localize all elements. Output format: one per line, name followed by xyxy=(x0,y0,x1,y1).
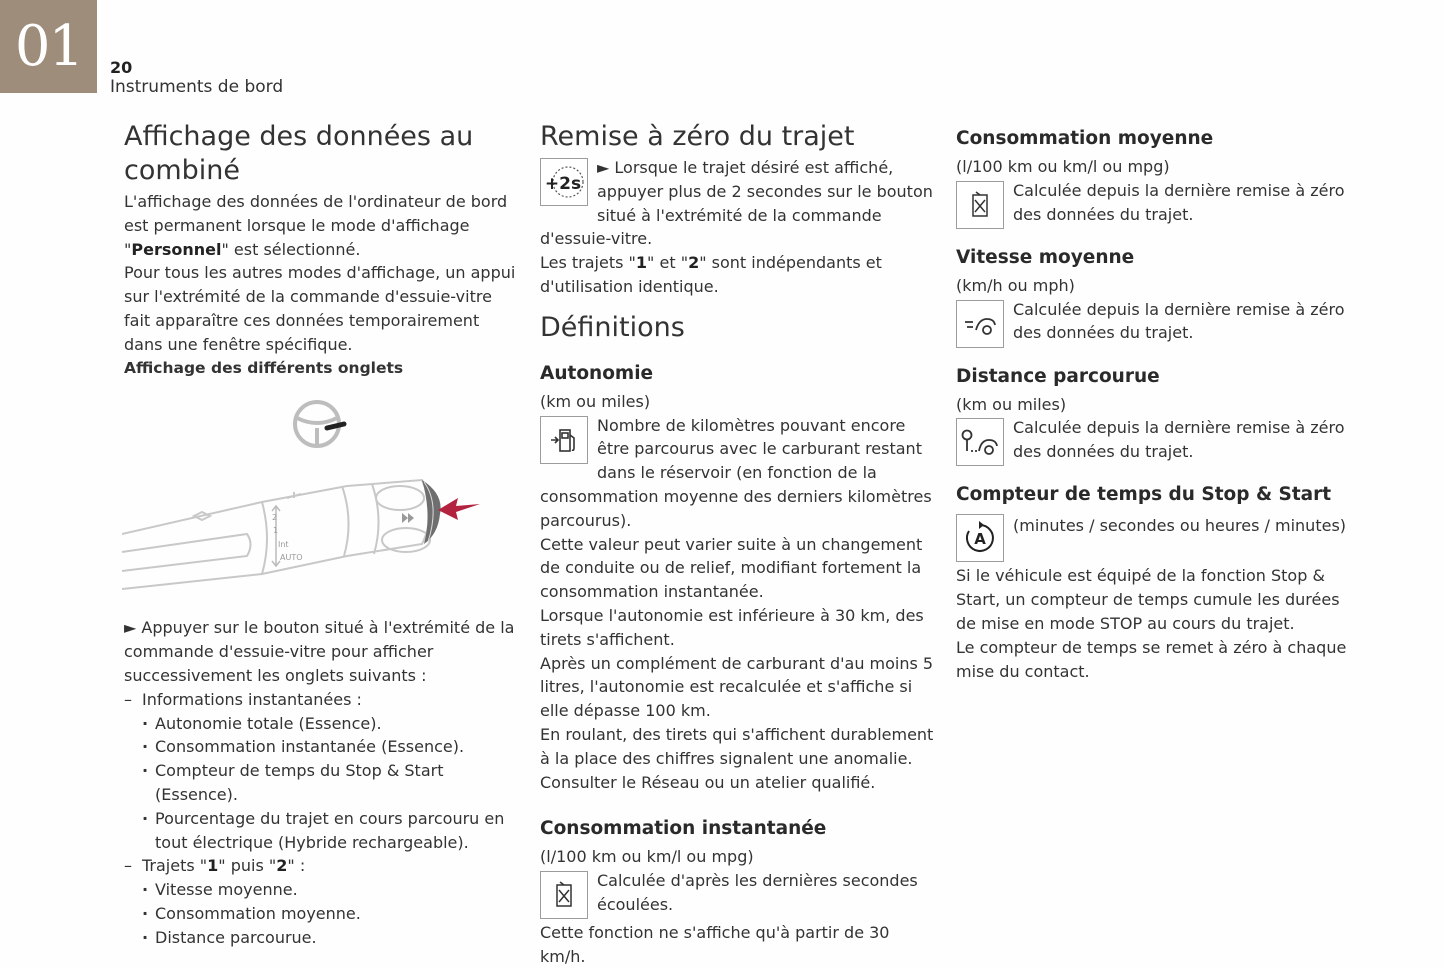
intro-paragraph: L'affichage des données de l'ordinateur de bord est permanent lorsque le mode d'affichage "Personnel" est sélectionné. xyxy=(124,192,508,259)
autonomy-paragraph: En roulant, des tirets qui s'affichent durablement à la place des chiffres signalent une anomalie. xyxy=(540,724,934,768)
distance-unit: (km ou miles) xyxy=(956,394,1067,414)
press-arrow-icon xyxy=(438,498,480,520)
stalk-indicator xyxy=(327,424,344,428)
wiper-stalk-illustration xyxy=(122,394,519,598)
tabs-list xyxy=(124,688,519,712)
autonomy-paragraph: Consulter le Réseau ou un atelier qualifié. xyxy=(540,772,876,792)
stop-start-unit: (minutes / secondes ou heures / minutes) xyxy=(1013,516,1347,536)
page-number: 20 xyxy=(110,58,133,77)
autonomy-paragraph: Lorsque l'autonomie est inférieure à 30 km, des tirets s'affichent. xyxy=(540,605,924,649)
distance-heading: Distance parcourue xyxy=(956,365,1160,387)
list-item: · Compteur de temps du Stop & Start (Essence). xyxy=(142,759,519,807)
list-item: · Autonomie totale (Essence). xyxy=(142,712,519,736)
list-item: · Distance parcourue. xyxy=(142,926,519,950)
list-item: · Vitesse moyenne. xyxy=(142,878,519,902)
fuel-can-icon xyxy=(956,181,1004,229)
stalk-position-1: 1 xyxy=(273,526,279,536)
stop-start-icon xyxy=(956,514,1004,562)
avg-consumption-paragraph: Calculée depuis la dernière remise à zéro des données du trajet. xyxy=(1013,180,1345,224)
instant-consumption-paragraph: Calculée d'après les dernières secondes écoulées. xyxy=(597,871,918,914)
reset-paragraph: ► Lorsque le trajet désiré est affiché, appuyer plus de 2 secondes sur le bouton situé à l'extrémité de la commande d'essuie-vitre. xyxy=(540,158,933,249)
section-title: Instruments de bord xyxy=(110,77,284,97)
instant-consumption-heading: Consommation instantanée xyxy=(540,818,827,840)
fuel-can-icon xyxy=(540,871,588,919)
reset-2s-icon xyxy=(540,158,588,206)
list-item: · Consommation moyenne. xyxy=(142,902,519,926)
fuel-pump-icon xyxy=(540,416,588,464)
list-item: · Pourcentage du trajet en cours parcouru en tout électrique (Hybride rechargeable). xyxy=(142,807,519,855)
instant-consumption-unit: (l/100 km ou km/l ou mpg) xyxy=(540,847,754,867)
trip-info-list xyxy=(142,878,519,949)
tabs-subheading: Affichage des différents onglets xyxy=(124,358,404,377)
trips-independent-paragraph: Les trajets "1" et "2" sont indépendants et d'utilisation identique. xyxy=(540,253,882,296)
stop-start-paragraph: Si le véhicule est équipé de la fonction Stop & Start, un compteur de temps cumule les durées de mise en mode STOP au cours du trajet. xyxy=(956,566,1340,633)
column-trip-data xyxy=(956,126,1351,683)
instant-info-list xyxy=(142,712,519,855)
avg-consumption-unit: (l/100 km ou km/l ou mpg) xyxy=(956,157,1170,176)
distance-pin-icon xyxy=(956,418,1004,466)
instant-consumption-note: Cette fonction ne s'affiche qu'à partir de 30 km/h. xyxy=(540,923,890,966)
display-data-heading: Affichage des données au combiné xyxy=(124,121,474,186)
speed-car-icon xyxy=(956,300,1004,348)
steering-wheel-icon xyxy=(295,402,339,446)
column-display-data xyxy=(124,120,519,950)
column-reset-definitions xyxy=(540,120,935,969)
autonomy-paragraph: Nombre de kilomètres pouvant encore être parcourus avec le carburant restant dans le réservoir (en fonction de la consommation moyenne des derniers kilomètres parcourus). xyxy=(540,415,932,530)
svg-text:+2s: +2s xyxy=(544,174,582,194)
distance-paragraph: Calculée depuis la dernière remise à zéro des données du trajet. xyxy=(1013,418,1345,462)
autonomy-unit: (km ou miles) xyxy=(540,391,651,411)
action-paragraph: ► Appuyer sur le bouton situé à l'extrémité de la commande d'essuie-vitre pour afficher successivement les onglets suivants : xyxy=(124,618,515,685)
definitions-heading: Définitions xyxy=(540,311,685,343)
avg-speed-paragraph: Calculée depuis la dernière remise à zéro des données du trajet. xyxy=(1013,299,1345,343)
trips-list xyxy=(124,854,519,878)
stalk-end-button xyxy=(422,480,441,544)
other-modes-paragraph: Pour tous les autres modes d'affichage, un appui sur l'extrémité de la commande d'essuie-vitre fait apparaître ces données temporairement dans une fenêtre spécifique. xyxy=(124,263,516,354)
chapter-tab: 01 xyxy=(0,0,97,93)
stalk-position-int: Int xyxy=(278,540,289,550)
avg-consumption-heading: Consommation moyenne xyxy=(956,128,1214,149)
list-item: · Consommation instantanée (Essence). xyxy=(142,735,519,759)
stalk-position-2: 2 xyxy=(272,513,278,523)
autonomy-paragraph: Après un complément de carburant d'au moins 5 litres, l'autonomie est recalculée et s'affiche si elle dépasse 100 km. xyxy=(540,653,934,721)
reset-heading: Remise à zéro du trajet xyxy=(540,121,855,152)
avg-speed-unit: (km/h ou mph) xyxy=(956,275,1075,295)
stop-start-heading: Compteur de temps du Stop & Start xyxy=(956,484,1332,506)
svg-text:A: A xyxy=(974,530,986,549)
avg-speed-heading: Vitesse moyenne xyxy=(956,246,1135,268)
list-item-trips: – Trajets "1" puis "2" : xyxy=(124,854,519,878)
list-item-instant: – Informations instantanées : xyxy=(124,688,519,712)
autonomy-paragraph: Cette valeur peut varier suite à un changement de conduite ou de relief, modifiant fortement la consommation instantanée. xyxy=(540,534,923,602)
stalk-position-auto: AUTO xyxy=(280,553,303,563)
stop-start-paragraph: Le compteur de temps se remet à zéro à chaque mise du contact. xyxy=(956,637,1347,681)
autonomy-heading: Autonomie xyxy=(540,362,654,384)
